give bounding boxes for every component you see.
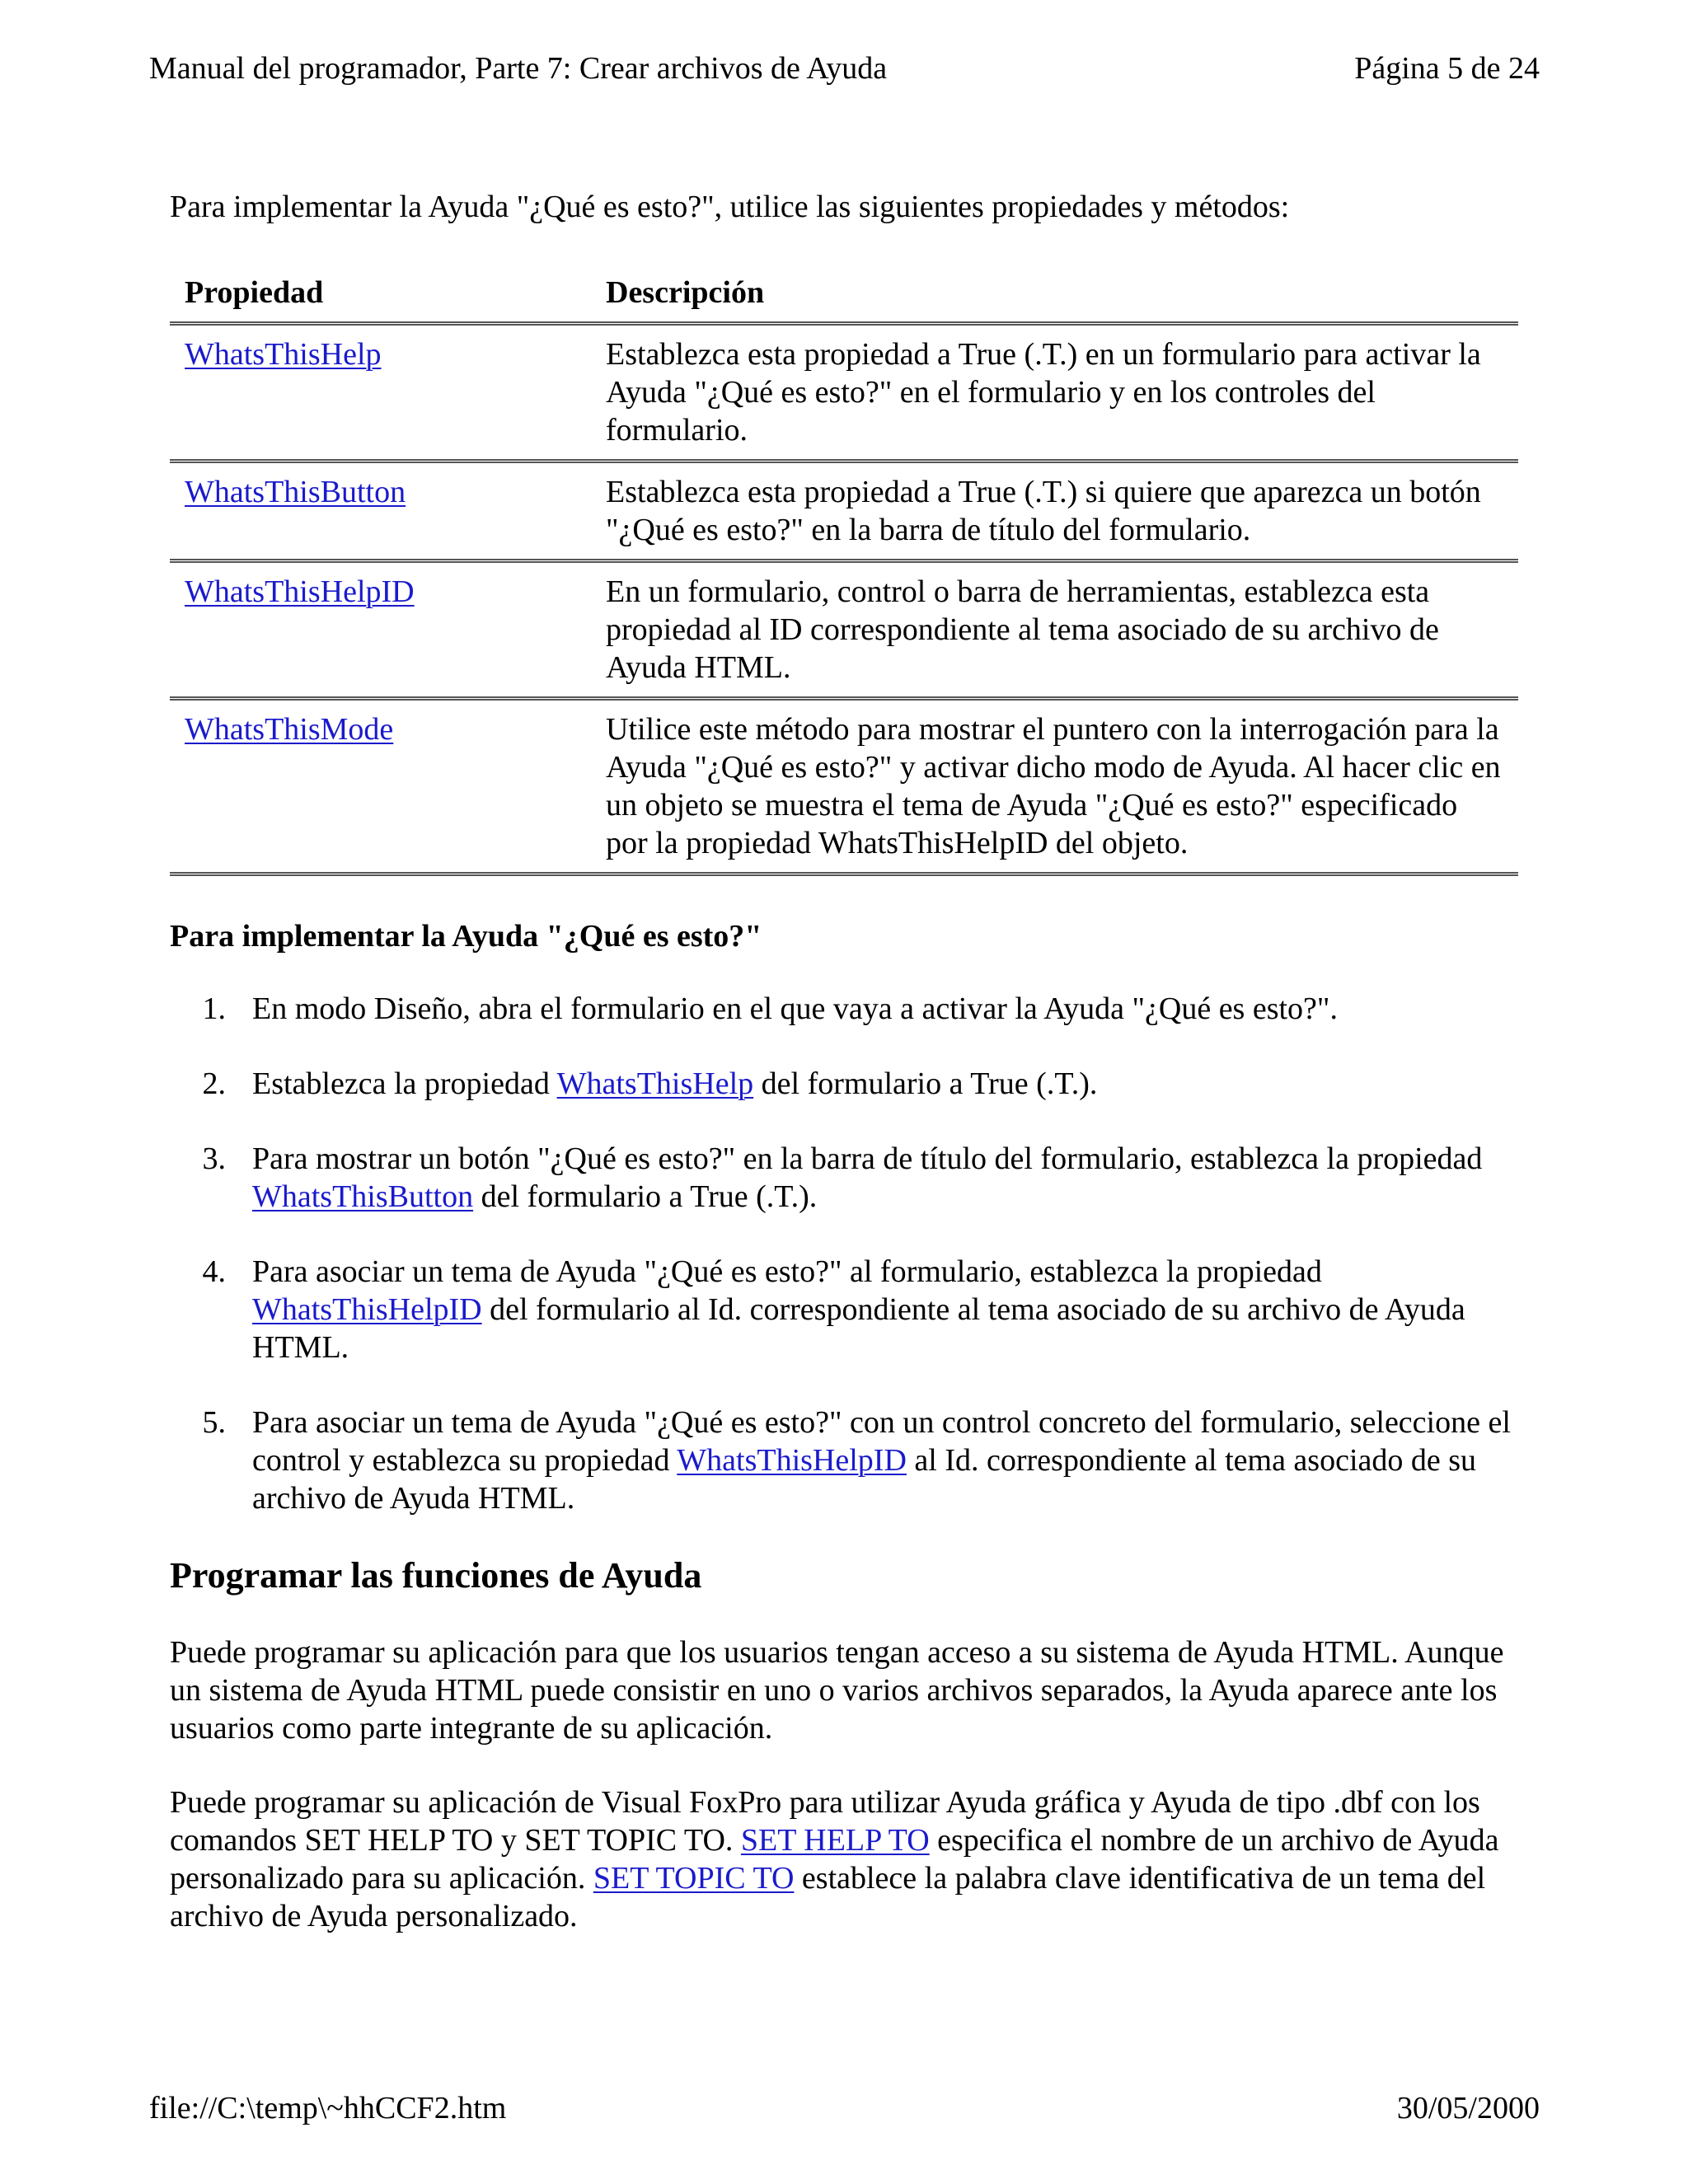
whatsthishelpid-link[interactable]: WhatsThisHelpID [252,1292,482,1327]
print-date: 30/05/2000 [1396,2091,1540,2125]
step-number: 2. [202,1066,226,1101]
file-path: file://C:\temp\~hhCCF2.htm [149,2091,507,2125]
list-item [170,1404,1522,1517]
table-row [170,561,1518,699]
section-paragraph: Puede programar su aplicación de Visual FoxPro para utilizar Ayuda gráfica y Ayuda de tipo .dbf con los comandos SET HELP TO y SET TOPIC TO. SET HELP TO especifica el nombre de un archivo de Ayuda personalizado para su aplicación. SET TOPIC TO establece la palabra clave identificativa de un tema del archivo de Ayuda personalizado. [170,1785,1499,1933]
list-item [170,1065,1522,1103]
whatsthishelpid-link[interactable]: WhatsThisHelpID [185,574,415,609]
step-text: Establezca la propiedad WhatsThisHelp del formulario a True (.T.). [252,1066,1098,1101]
step-number: 3. [202,1141,226,1176]
list-item [170,990,1522,1028]
table-header-row [170,274,1518,324]
set-topic-to-link[interactable]: SET TOPIC TO [593,1861,795,1896]
section-title: Programar las funciones de Ayuda [170,1555,702,1596]
document-title: Manual del programador, Parte 7: Crear archivos de Ayuda [149,51,888,86]
section-paragraph: Puede programar su aplicación para que los usuarios tengan acceso a su sistema de Ayuda HTML. Aunque un sistema de Ayuda HTML puede consistir en uno o varios archivos separados, la Ayuda aparece ante los usuarios como parte integrante de su aplicación. [170,1635,1504,1746]
whatsthisbutton-link[interactable]: WhatsThisButton [185,475,406,509]
step-number: 5. [202,1405,226,1440]
table-cell-description: En un formulario, control o barra de herramientas, establezca esta propiedad al ID correspondiente al tema asociado de su archivo de Ayuda HTML. [591,561,1518,699]
whatsthishelp-link[interactable]: WhatsThisHelp [185,337,382,372]
list-item [170,1140,1522,1216]
whatsthishelp-link[interactable]: WhatsThisHelp [556,1066,754,1101]
whatsthishelpid-link[interactable]: WhatsThisHelpID [677,1443,907,1478]
page-header [149,49,1540,87]
table-cell-description: Establezca esta propiedad a True (.T.) si quiere que aparezca un botón "¿Qué es esto?" en la barra de título del formulario. [591,462,1518,561]
whatsthisbutton-link[interactable]: WhatsThisButton [252,1179,474,1214]
set-help-to-link[interactable]: SET HELP TO [740,1823,930,1858]
whatsthismode-link[interactable]: WhatsThisMode [185,712,394,747]
properties-table [170,274,1518,876]
page-footer [149,2089,1540,2127]
step-number: 1. [202,991,226,1026]
step-number: 4. [202,1254,226,1289]
intro-paragraph: Para implementar la Ayuda "¿Qué es esto?", utilice las siguientes propiedades y métodos: [170,190,1290,224]
table-cell-description: Utilice este método para mostrar el puntero con la interrogación para la Ayuda "¿Qué es esto?" y activar dicho modo de Ayuda. Al hacer clic en un objeto se muestra el tema de Ayuda "¿Qué es esto?" especificado por la propiedad WhatsThisHelpID del objeto. [591,699,1518,874]
page-content [170,188,1522,1935]
step-text: En modo Diseño, abra el formulario en el que vaya a activar la Ayuda "¿Qué es esto?". [252,991,1338,1026]
procedure-heading: Para implementar la Ayuda "¿Qué es esto?" [170,919,762,954]
table-cell-description: Establezca esta propiedad a True (.T.) en un formulario para activar la Ayuda "¿Qué es esto?" en el formulario y en los controles del formulario. [591,324,1518,462]
column-header-property: Propiedad [170,274,591,324]
list-item [170,1253,1522,1366]
page-number: Página 5 de 24 [1354,51,1540,86]
column-header-description: Descripción [591,274,1518,324]
table-row [170,324,1518,462]
table-row [170,462,1518,561]
step-text: Para asociar un tema de Ayuda "¿Qué es esto?" con un control concreto del formulario, seleccione el control y establezca su propiedad WhatsThisHelpID al Id. correspondiente al tema asociado de su archivo de Ayuda HTML. [252,1405,1511,1516]
step-text: Para mostrar un botón "¿Qué es esto?" en la barra de título del formulario, establezca la propiedad WhatsThisButton del formulario a True (.T.). [252,1141,1483,1214]
procedure-steps [170,990,1522,1517]
step-text: Para asociar un tema de Ayuda "¿Qué es esto?" al formulario, establezca la propiedad WhatsThisHelpID del formulario al Id. correspondiente al tema asociado de su archivo de Ayuda HTML. [252,1254,1465,1365]
table-row [170,699,1518,874]
